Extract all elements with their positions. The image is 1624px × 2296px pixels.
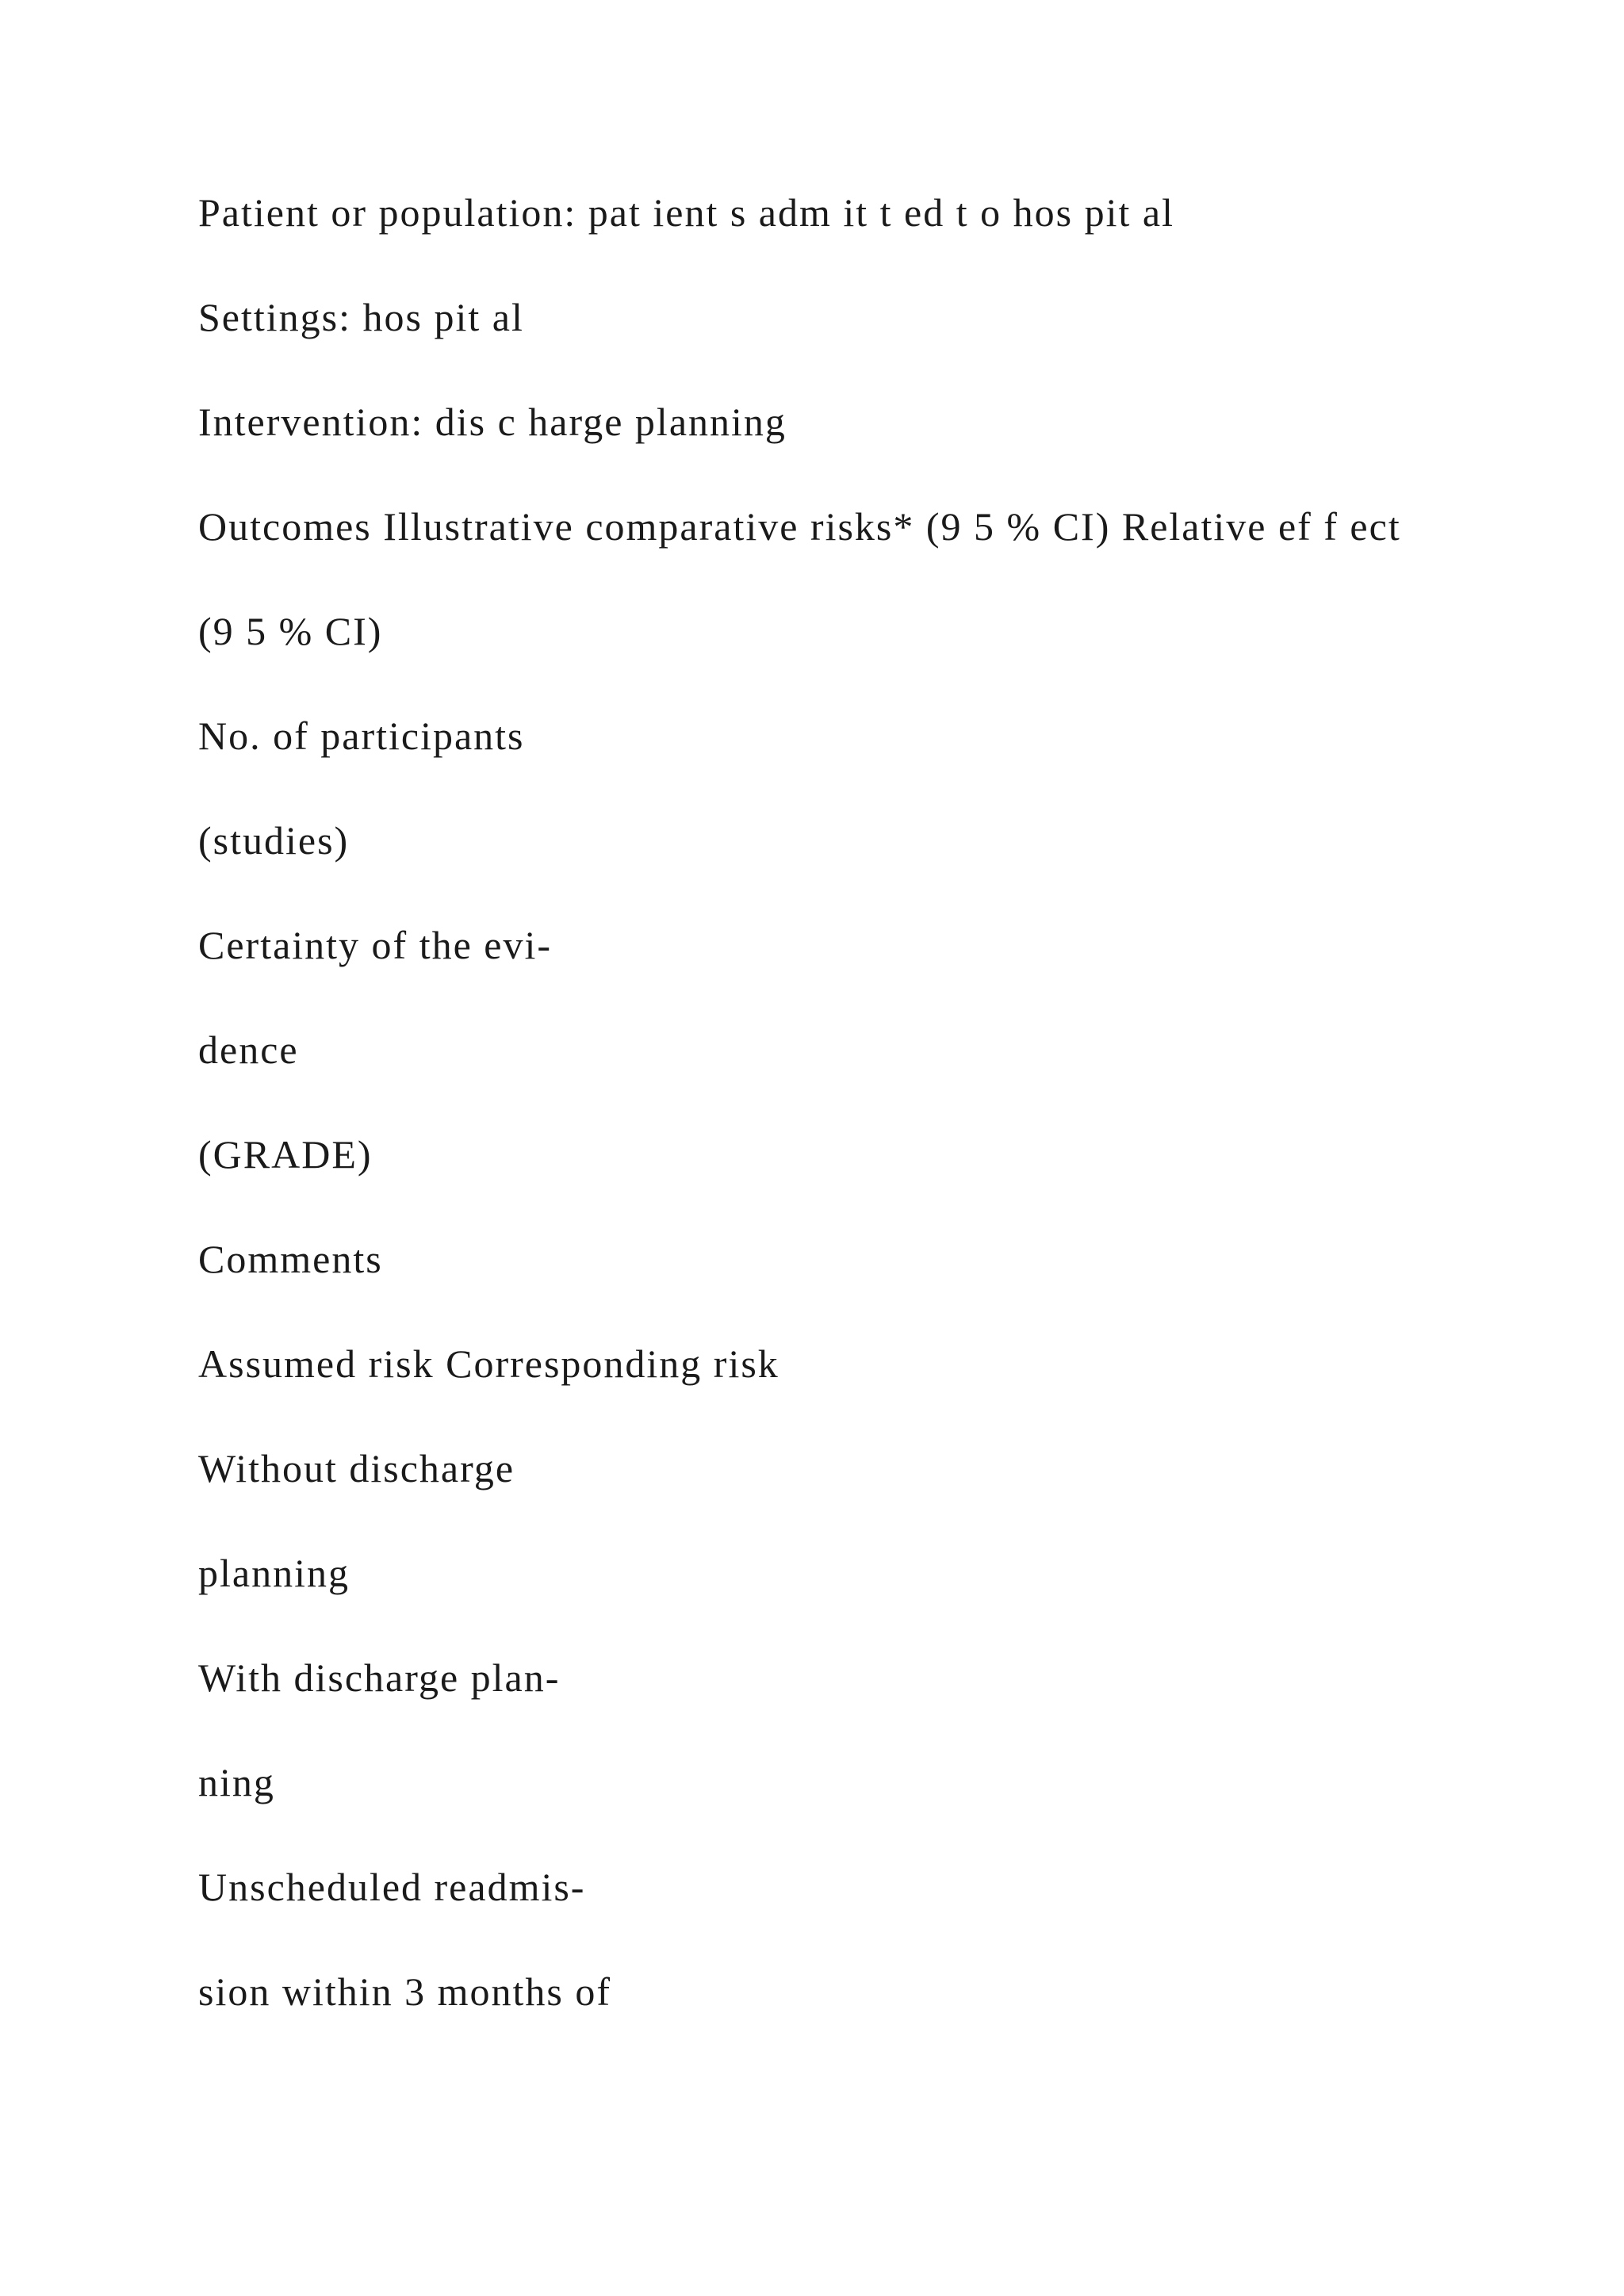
text-line-risks: Assumed risk Corresponding risk	[198, 1341, 779, 1386]
text-line-settings: Settings: hos pit al	[198, 295, 524, 339]
text-line-grade: (GRADE)	[198, 1132, 373, 1177]
text-line-comments: Comments	[198, 1237, 383, 1281]
text-line-patient-population: Patient or population: pat ient s adm it t ed t o hos pit al	[198, 190, 1174, 235]
text-line-ning: ning	[198, 1760, 275, 1804]
text-line-studies: (studies)	[198, 818, 350, 863]
text-line-unscheduled: Unscheduled readmis-	[198, 1865, 586, 1909]
text-line-ci: (9 5 % CI)	[198, 609, 383, 653]
text-line-planning: planning	[198, 1551, 350, 1595]
text-line-within-3-months: sion within 3 months of	[198, 1969, 612, 2014]
text-line-participants: No. of participants	[198, 714, 525, 758]
text-line-without-discharge: Without discharge	[198, 1446, 515, 1490]
text-line-with-discharge: With discharge plan-	[198, 1655, 561, 1700]
text-line-intervention: Intervention: dis c harge planning	[198, 400, 787, 444]
document-body	[198, 187, 1435, 2071]
text-line-dence: dence	[198, 1027, 299, 1072]
text-line-certainty: Certainty of the evi-	[198, 923, 553, 967]
text-line-outcomes-header: Outcomes Illustrative comparative risks* (9 5 % CI) Relative ef f ect	[198, 504, 1401, 549]
